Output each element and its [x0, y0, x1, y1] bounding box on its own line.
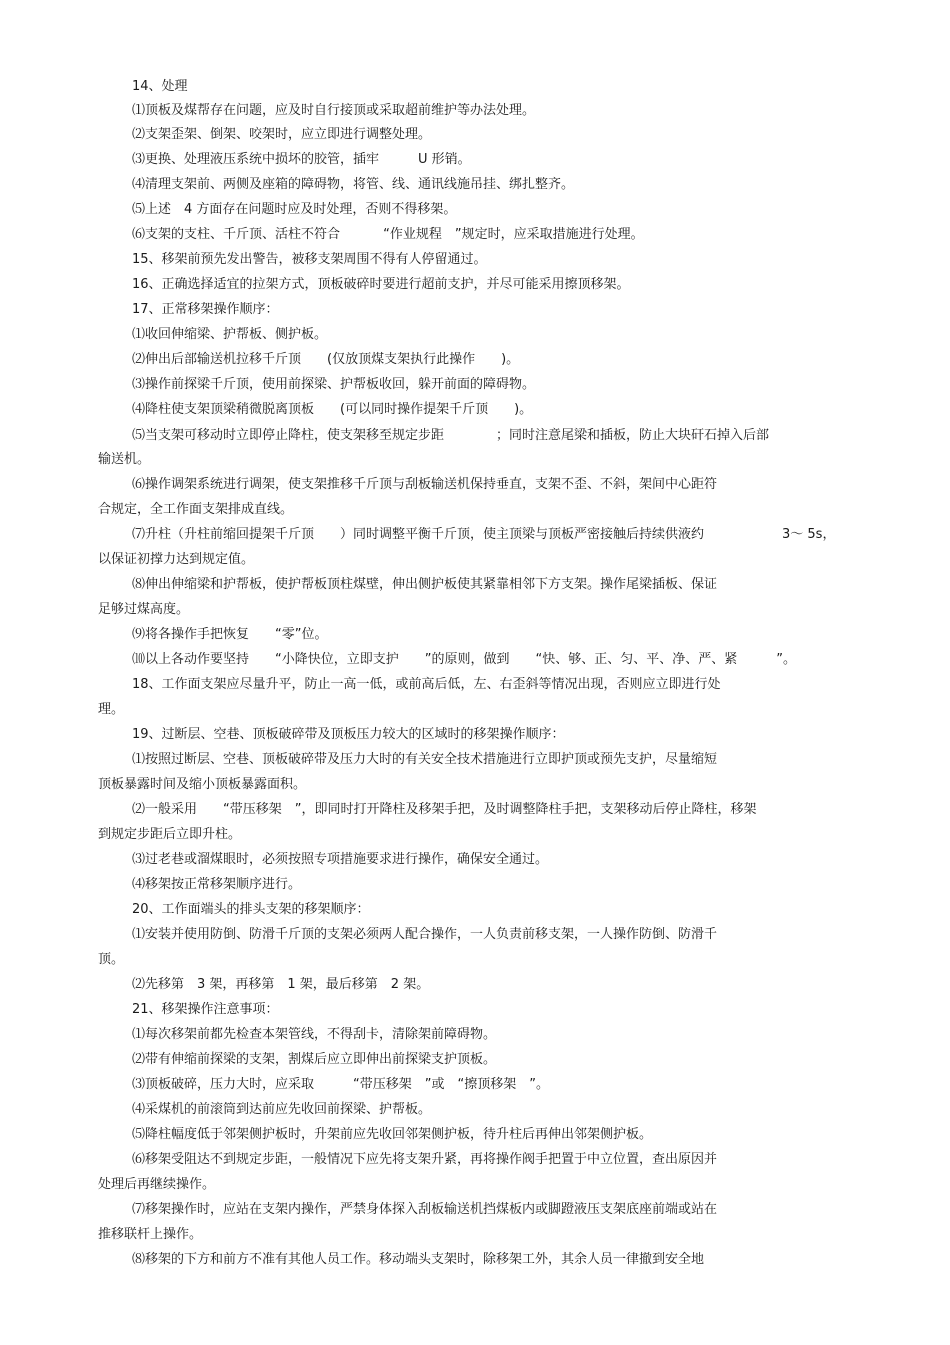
paragraph: ⑵带有伸缩前探梁的支架，割煤后应立即伸出前探梁支护顶板。 [132, 1052, 497, 1067]
section-heading: 15、移架前预先发出警告，被移支架周围不得有人停留通过。 [132, 252, 487, 267]
paragraph-continuation: 处理后再继续操作。 [98, 1177, 216, 1192]
paragraph: ⑶操作前探梁千斤顶，使用前探梁、护帮板收回，躲开前面的障碍物。 [132, 377, 536, 392]
paragraph: ⑹操作调架系统进行调架，使支架推移千斤顶与刮板输送机保持垂直，支架不歪、不斜，架间中心距符 [132, 477, 718, 492]
paragraph: ⑸当支架可移动时立即停止降柱，使支架移至规定步距 ；同时注意尾梁和插板，防止大块矸石掉入后部 [132, 428, 770, 443]
paragraph: ⑼将各操作手把恢复 “零”位。 [132, 627, 328, 642]
paragraph: ⑻伸出伸缩梁和护帮板，使护帮板顶柱煤壁，伸出侧护板使其紧靠相邻下方支架。操作尾梁插板、保证 [132, 577, 718, 592]
paragraph: ⑸降柱幅度低于邻架侧护板时，升架前应先收回邻架侧护板，待升柱后再伸出邻架侧护板。 [132, 1127, 653, 1142]
paragraph: ⑸上述 4 方面存在问题时应及时处理，否则不得移架。 [132, 202, 457, 217]
paragraph-continuation: 足够过煤高度。 [98, 602, 190, 617]
paragraph: ⑶更换、处理液压系统中损坏的胶管，插牢 U 形销。 [132, 152, 471, 167]
paragraph-continuation: 合规定，全工作面支架排成直线。 [98, 502, 294, 517]
paragraph: ⑹移架受阻达不到规定步距，一般情况下应先将支架升紧，再将操作阀手把置于中立位置，查出原因并 [132, 1152, 718, 1167]
paragraph-continuation: 到规定步距后立即升柱。 [98, 827, 242, 842]
paragraph: ⑴收回伸缩梁、护帮板、侧护板。 [132, 327, 328, 342]
paragraph: ⑴顶板及煤帮存在问题，应及时自行接顶或采取超前维护等办法处理。 [132, 103, 536, 118]
paragraph: ⑷移架按正常移架顺序进行。 [132, 877, 302, 892]
paragraph-continuation: 输送机。 [98, 452, 151, 467]
paragraph: ⑴按照过断层、空巷、顶板破碎带及压力大时的有关安全技术措施进行立即护顶或预先支护，尽量缩短 [132, 752, 718, 767]
paragraph: ⑴安装并使用防倒、防滑千斤顶的支架必须两人配合操作，一人负责前移支架，一人操作防倒、防滑千 [132, 927, 718, 942]
paragraph: ⑷采煤机的前滚筒到达前应先收回前探梁、护帮板。 [132, 1102, 432, 1117]
section-heading: 19、过断层、空巷、顶板破碎带及顶板压力较大的区域时的移架操作顺序： [132, 727, 565, 742]
paragraph: ⑷降柱使支架顶梁稍微脱离顶板 (可以同时操作提架千斤顶 )。 [132, 402, 533, 417]
paragraph: ⑵支架歪架、倒架、咬架时，应立即进行调整处理。 [132, 127, 432, 142]
paragraph-continuation: 理。 [98, 702, 125, 717]
paragraph: ⑺升柱（升柱前缩回提架千斤顶 ）同时调整平衡千斤顶，使主顶梁与顶板严密接触后持续供液约 3～ 5s， [132, 527, 836, 542]
paragraph: ⑵先移第 3 架，再移第 1 架，最后移第 2 架。 [132, 977, 430, 992]
paragraph: ⑴每次移架前都先检查本架管线，不得刮卡，清除架前障碍物。 [132, 1027, 497, 1042]
paragraph: ⑵一般采用 “带压移架 ”，即同时打开降柱及移架手把，及时调整降柱手把，支架移动后停止降柱，移架 [132, 802, 757, 817]
paragraph-continuation: 以保证初撑力达到规定值。 [98, 552, 255, 567]
section-heading: 18、工作面支架应尽量升平，防止一高一低，或前高后低，左、右歪斜等情况出现，否则应立即进行处 [132, 677, 721, 692]
paragraph: ⑷清理支架前、两侧及座箱的障碍物，将管、线、通讯线施吊挂、绑扎整齐。 [132, 177, 575, 192]
paragraph: ⑻移架的下方和前方不准有其他人员工作。移动端头支架时，除移架工外，其余人员一律撤到安全地 [132, 1252, 705, 1267]
section-heading: 21、移架操作注意事项： [132, 1002, 279, 1017]
section-heading: 16、正确选择适宜的拉架方式，顶板破碎时要进行超前支护，并尽可能采用擦顶移架。 [132, 277, 630, 292]
section-heading: 14、处理 [132, 79, 188, 94]
paragraph-continuation: 推移联杆上操作。 [98, 1227, 203, 1242]
paragraph: ⑹支架的支柱、千斤顶、活柱不符合 “作业规程 ”规定时，应采取措施进行处理。 [132, 227, 644, 242]
paragraph: ⑺移架操作时，应站在支架内操作，严禁身体探入刮板输送机挡煤板内或脚蹬液压支架底座前端或站在 [132, 1202, 718, 1217]
section-heading: 20、工作面端头的排头支架的移架顺序： [132, 902, 370, 917]
paragraph-continuation: 顶。 [98, 952, 125, 967]
paragraph-continuation: 顶板暴露时间及缩小顶板暴露面积。 [98, 777, 307, 792]
paragraph: ⑶过老巷或溜煤眼时，必须按照专项措施要求进行操作，确保安全通过。 [132, 852, 549, 867]
section-heading: 17、正常移架操作顺序： [132, 302, 279, 317]
paragraph: ⑵伸出后部输送机拉移千斤顶 (仅放顶煤支架执行此操作 )。 [132, 352, 520, 367]
paragraph: ⑶顶板破碎，压力大时，应采取 “带压移架 ”或 “擦顶移架 ”。 [132, 1077, 549, 1092]
paragraph: ⑽以上各动作要坚持 “小降快位，立即支护 ”的原则，做到 “快、够、正、匀、平、净、严、紧 ”。 [132, 652, 796, 667]
